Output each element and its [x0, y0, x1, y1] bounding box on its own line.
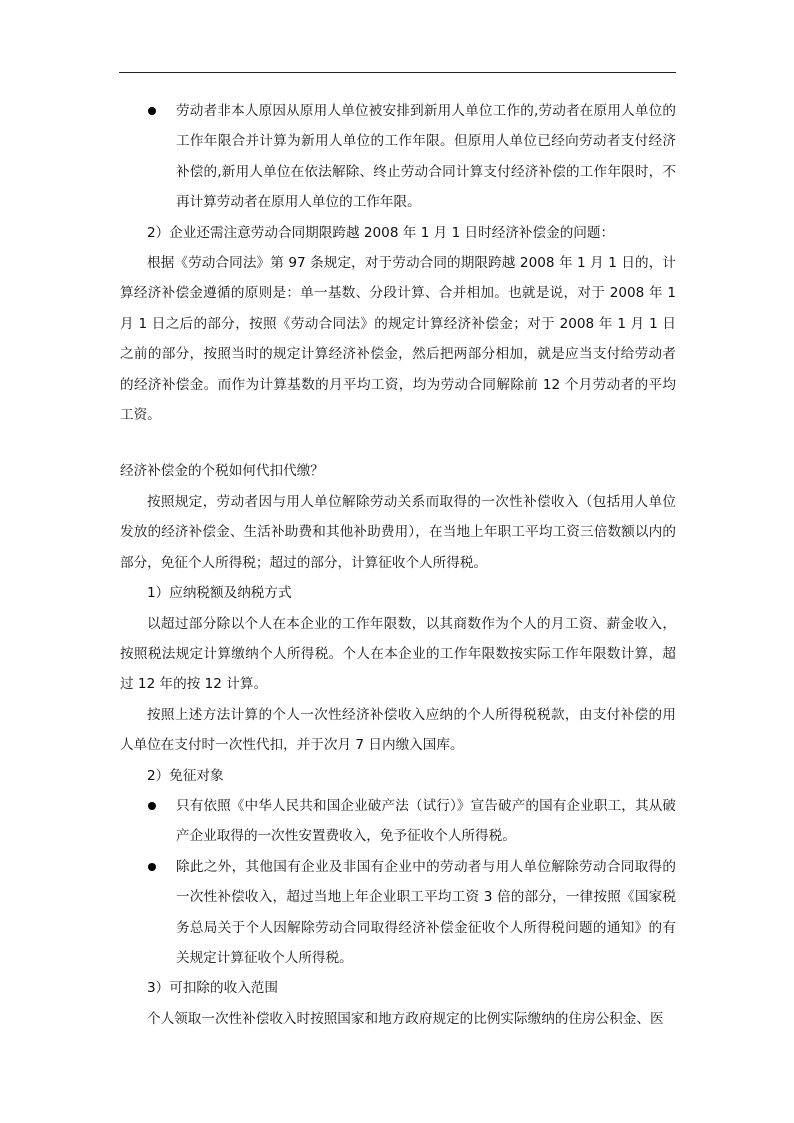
sub1-heading: 1）应纳税额及纳税方式 [147, 585, 292, 602]
item2-heading: 2）企业还需注意劳动合同期限跨越 2008 年 1 月 1 日时经济补偿金的问题： [147, 224, 615, 241]
section-intro: 按照规定，劳动者因与用人单位解除劳动关系而取得的一次性补偿收入（包括用人单位发放的经济补偿金、生活补助费和其他补助费用），在当地上年职工平均工资三倍数额以内的部分，免征个人所得税；超过的部分，计算征收个人所得税。 [120, 493, 676, 571]
bullet-dot-icon [148, 107, 156, 115]
bullet-text: 只有依照《中华人民共和国企业破产法（试行）》宣告破产的国有企业职工，其从破产企业取得的一次性安置费收入，免予征收个人所得税。 [176, 797, 676, 845]
item2-paragraph: 根据《劳动合同法》第 97 条规定，对于劳动合同的期限跨越 2008 年 1 月 1 日的，计算经济补偿金遵循的原则是：单一基数、分段计算、合并相加。也就是说，对于 2008 年 1 月 1 日之后的部分，按照《劳动合同法》的规定计算经济补偿金；对于 2008 年 1 月 1 日之前的部分，按照当时的规定计算经济补偿金，然后把两部分相加，就是应当支付给劳动者的经济补偿金。而作为计算基数的月平均工资，均为劳动合同解除前 12 个月劳动者的平均工资。 [120, 255, 676, 424]
header-rule [119, 72, 676, 73]
bullet-item [120, 96, 676, 218]
bullet-text: 劳动者非本人原因从原用人单位被安排到新用人单位工作的,劳动者在原用人单位的工作年限合并计算为新用人单位的工作年限。但原用人单位已经向劳动者支付经济补偿的,新用人单位在依法解除、终止劳动合同计算支付经济补偿的工作年限时，不再计算劳动者在原用人单位的工作年限。 [176, 103, 676, 211]
bullet-dot-icon [148, 863, 156, 871]
sub1-paragraph-1: 以超过部分除以个人在本企业的工作年限数，以其商数作为个人的月工资、薪金收入，按照税法规定计算缴纳个人所得税。个人在本企业的工作年限数按实际工作年限数计算，超过 12 年的按 12 计算。 [120, 615, 676, 693]
section-title: 经济补偿金的个税如何代扣代缴？ [120, 463, 324, 480]
section-gap [120, 430, 676, 450]
bullet-text: 除此之外，其他国有企业及非国有企业中的劳动者与用人单位解除劳动合同取得的一次性补偿收入，超过当地上年企业职工平均工资 3 倍的部分，一律按照《国家税务总局关于个人因解除劳动合同取得经济补偿金征收个人所得税问题的通知》的有关规定计算征收个人所得税。 [176, 858, 676, 966]
bullet-item [120, 791, 676, 852]
sub3-paragraph: 个人领取一次性补偿收入时按照国家和地方政府规定的比例实际缴纳的住房公积金、医 [147, 1010, 664, 1027]
bullet-dot-icon [148, 802, 156, 810]
sub1-paragraph-2: 按照上述方法计算的个人一次性经济补偿收入应纳的个人所得税税款，由支付补偿的用人单位在支付时一次性代扣，并于次月 7 日内缴入国库。 [120, 706, 676, 754]
sub2-heading: 2）免征对象 [147, 767, 224, 784]
sub3-heading: 3）可扣除的收入范围 [147, 980, 278, 997]
bullet-item [120, 852, 676, 974]
document-body [120, 96, 676, 1034]
